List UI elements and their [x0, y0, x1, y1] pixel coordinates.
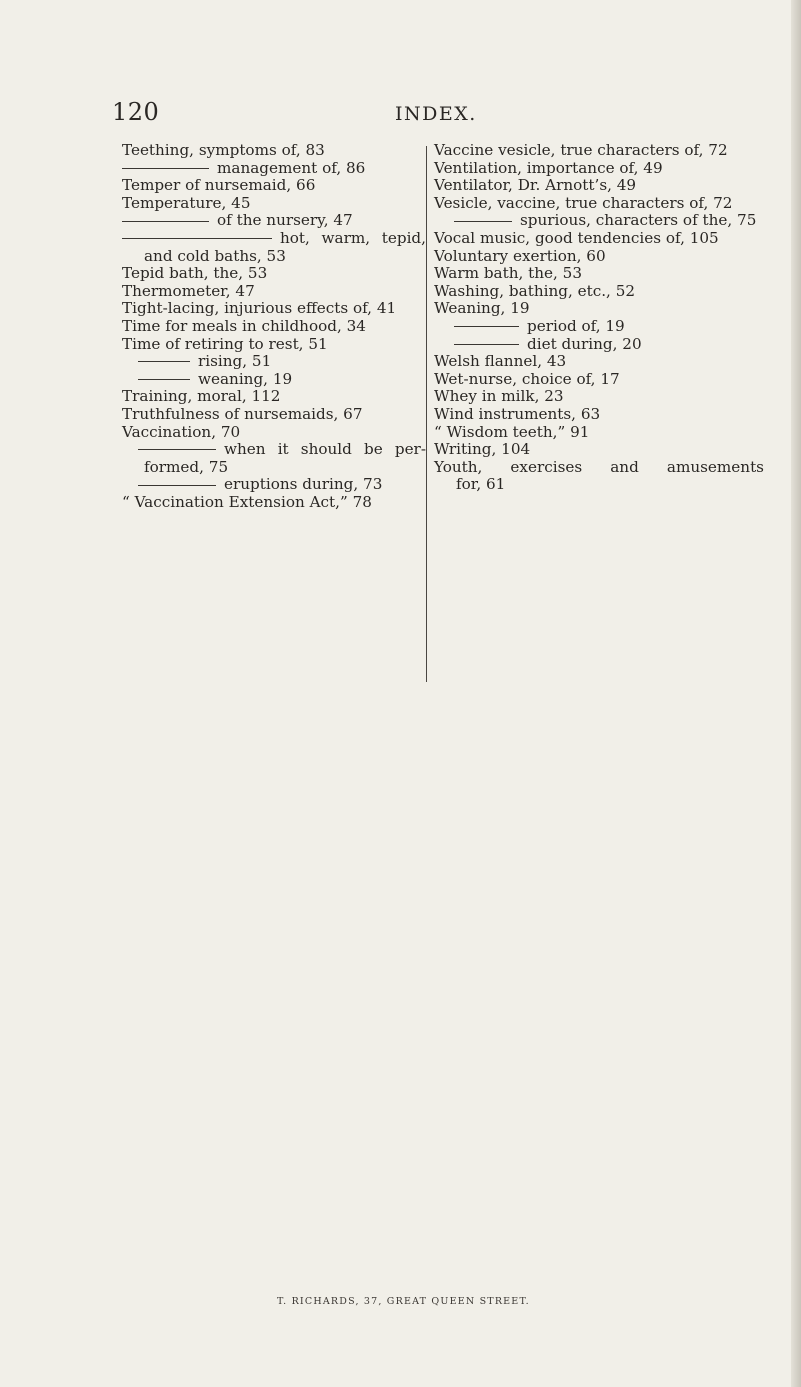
index-subentry [434, 212, 764, 230]
ditto-dash [122, 168, 209, 169]
index-entry: Thermometer, 47 [122, 281, 255, 300]
index-entry: Ventilation, importance of, 49 [434, 158, 663, 177]
index-subentry [122, 371, 426, 389]
ditto-dash [122, 238, 272, 239]
ditto-dash [454, 326, 519, 327]
index-entry: “ Vaccination Extension Act,” 78 [122, 492, 372, 511]
index-subentry-text: diet during, 20 [527, 334, 642, 353]
index-subentry-text: rising, 51 [198, 352, 272, 371]
page-number: 120 [112, 98, 160, 126]
index-entry: Vocal music, good tendencies of, 105 [434, 228, 719, 247]
index-subentry-text: of the nursery, 47 [217, 211, 353, 230]
index-entry: Time of retiring to rest, 51 [122, 334, 328, 353]
index-entry: Wind instruments, 63 [434, 404, 601, 423]
index-entry: Wet-nurse, choice of, 17 [434, 369, 620, 388]
running-head: INDEX. [395, 103, 477, 125]
ditto-dash [138, 449, 216, 450]
index-subentry [122, 353, 426, 371]
index-entry-continuation: for, 61 [456, 475, 506, 494]
index-entry: Vaccine vesicle, true characters of, 72 [434, 141, 728, 159]
index-subentry-text [224, 441, 426, 459]
index-subentry-text: spurious, characters of the, 75 [520, 211, 757, 230]
word: should [300, 440, 352, 459]
index-entry: Tight-lacing, injurious effects of, 41 [122, 299, 397, 318]
index-column-right [434, 142, 764, 494]
index-entry: Welsh flannel, 43 [434, 352, 567, 371]
index-subentry-text [280, 230, 426, 248]
index-entry-continuation: formed, 75 [144, 457, 229, 476]
index-entry: Weaning, 19 [434, 299, 530, 318]
index-entry-continuation: and cold baths, 53 [144, 246, 286, 265]
index-entry: Temperature, 45 [122, 193, 251, 212]
word: hot, [280, 228, 310, 247]
index-subentry [122, 160, 426, 178]
index-subentry [122, 476, 426, 494]
index-subentry-text: management of, 86 [217, 158, 366, 177]
ditto-dash [454, 344, 519, 345]
index-entry: Ventilator, Dr. Arnott’s, 49 [434, 176, 637, 195]
page-edge [791, 0, 801, 1387]
index-entry [434, 459, 764, 477]
index-entry: Voluntary exertion, 60 [434, 246, 606, 265]
ditto-dash [454, 221, 512, 222]
ditto-dash [138, 361, 190, 362]
index-subentry-text: weaning, 19 [198, 369, 293, 388]
word: amusements [666, 457, 764, 476]
index-entry: Time for meals in childhood, 34 [122, 316, 366, 335]
index-entry: Vesicle, vaccine, true characters of, 72 [434, 193, 733, 212]
index-subentry [434, 318, 764, 336]
index-subentry-text: eruptions during, 73 [224, 475, 383, 494]
word: and [610, 457, 639, 476]
index-entry: Training, moral, 112 [122, 387, 281, 406]
index-entry: Warm bath, the, 53 [434, 264, 583, 283]
index-entry: Washing, bathing, etc., 52 [434, 281, 636, 300]
word: tepid, [381, 228, 426, 247]
word: exercises [510, 457, 583, 476]
word: it [277, 440, 289, 459]
index-entry: Tepid bath, the, 53 [122, 264, 268, 283]
word: Youth, [434, 457, 483, 476]
word: when [224, 440, 266, 459]
index-entry-text [434, 459, 764, 477]
column-divider [426, 146, 427, 682]
index-entry: Vaccination, 70 [122, 422, 241, 441]
index-subentry-text: period of, 19 [527, 316, 625, 335]
index-entry: Writing, 104 [434, 440, 531, 459]
word: be [364, 440, 383, 459]
index-subentry [434, 336, 764, 354]
word: per- [394, 440, 426, 459]
word: warm, [321, 228, 371, 247]
index-entry: Temper of nursemaid, 66 [122, 176, 316, 195]
index-entry: Teething, symptoms of, 83 [122, 141, 325, 159]
index-subentry [122, 441, 426, 459]
index-entry: Whey in milk, 23 [434, 387, 564, 406]
printer-imprint: T. RICHARDS, 37, GREAT QUEEN STREET. [277, 1296, 530, 1307]
ditto-dash [122, 221, 209, 222]
ditto-dash [138, 379, 190, 380]
index-column-left [122, 142, 426, 511]
index-entry: Truthfulness of nursemaids, 67 [122, 404, 363, 423]
index-subentry [122, 230, 426, 248]
ditto-dash [138, 485, 216, 486]
index-entry: “ Wisdom teeth,” 91 [434, 422, 590, 441]
index-subentry [122, 212, 426, 230]
